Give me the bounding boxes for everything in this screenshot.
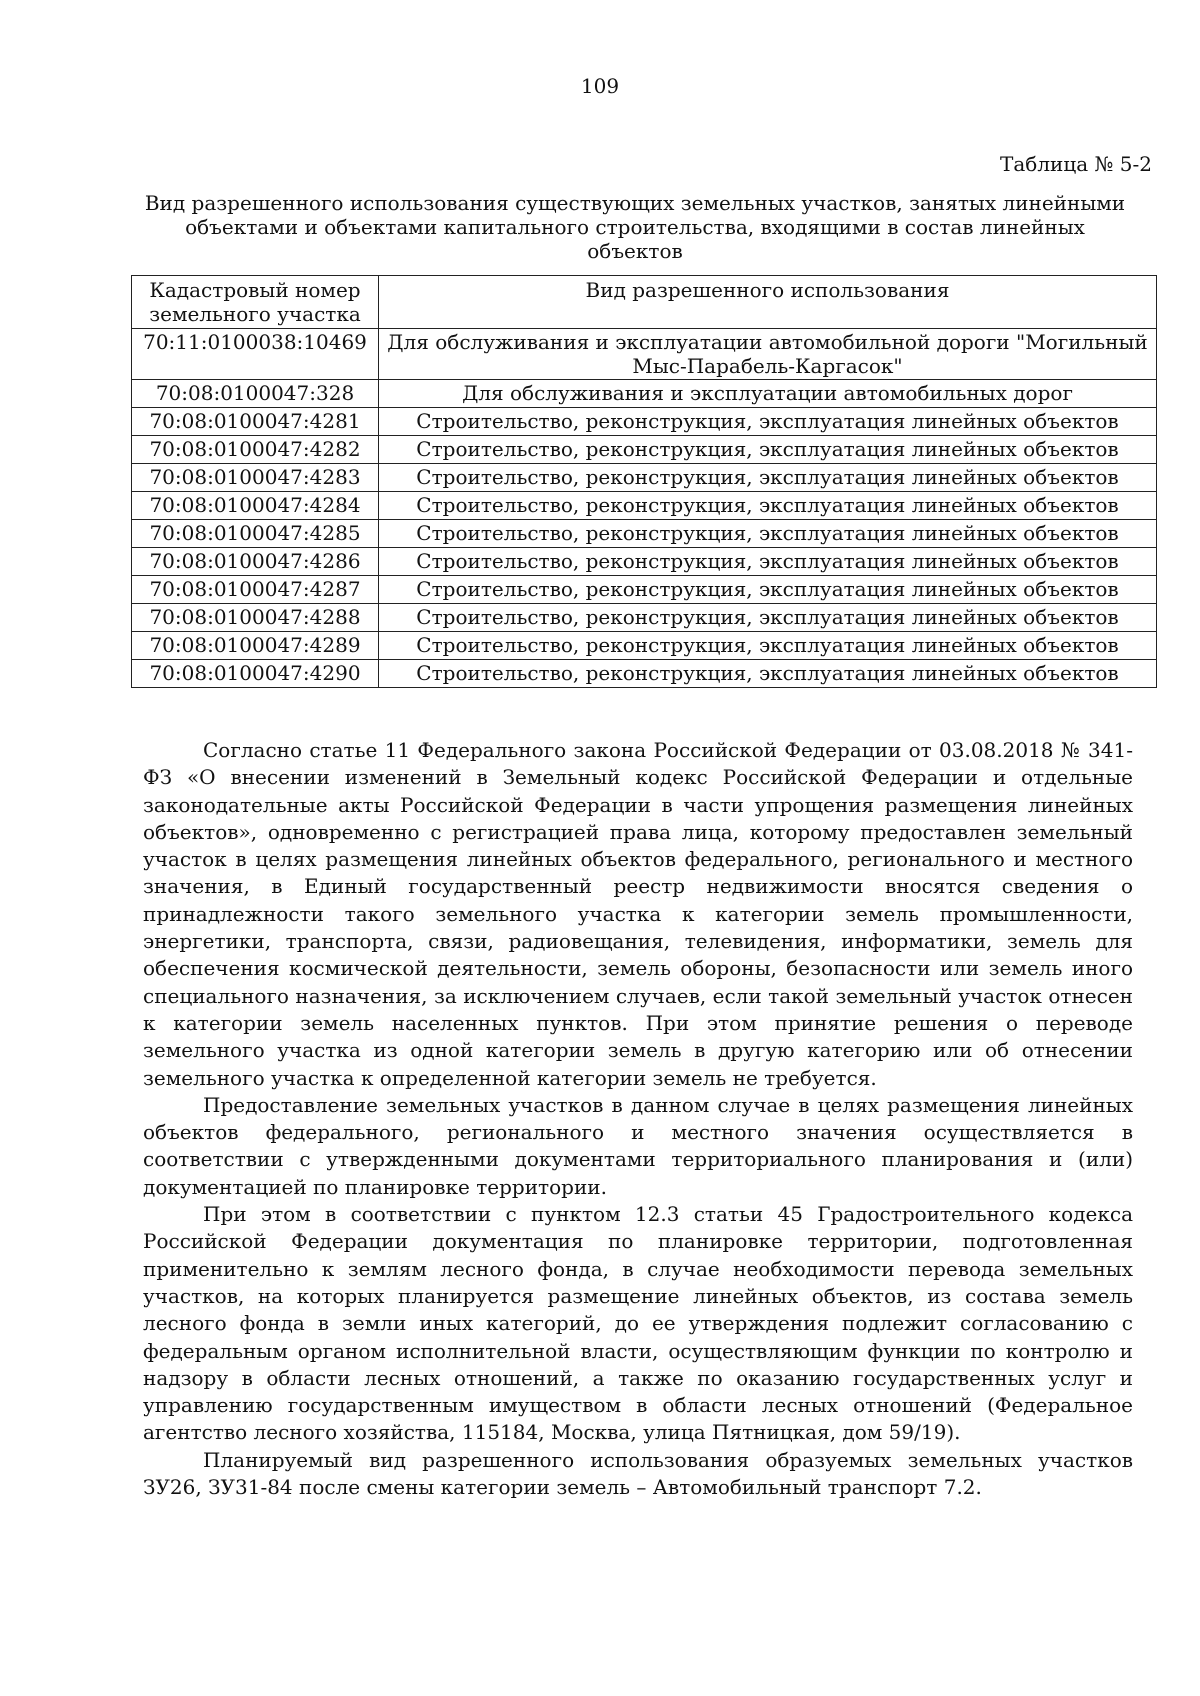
cadastral-cell: 70:08:0100047:4282 [132, 436, 379, 464]
cadastral-cell: 70:08:0100047:4287 [132, 576, 379, 604]
body-text [143, 737, 1133, 1501]
table-title: Вид разрешенного использования существующих земельных участков, занятых линейными объектами и объектами капитального строительства, входящими в состав линейных объектов [144, 191, 1126, 263]
use-cell: Строительство, реконструкция, эксплуатация линейных объектов [379, 520, 1157, 548]
use-cell: Строительство, реконструкция, эксплуатация линейных объектов [379, 604, 1157, 632]
paragraph: При этом в соответствии с пунктом 12.3 статьи 45 Градостроительного кодекса Российской Федерации документация по планировке территории, подготовленная применительно к землям лесного фонда, в случае необходимости перевода земельных участков, на которых планируется размещение линейных объектов, из состава земель лесного фонда в земли иных категорий, до ее утверждения подлежит согласованию с федеральным органом исполнительной власти, осуществляющим функции по контролю и надзору в области лесных отношений, а также по оказанию государственных услуг и управлению государственным имуществом в области лесных отношений (Федеральное агентство лесного хозяйства, 115184, Москва, улица Пятницкая, дом 59/19). [143, 1202, 1133, 1445]
table-label: Таблица № 5-2 [1000, 152, 1152, 176]
table-header-row [132, 276, 1157, 329]
use-cell: Для обслуживания и эксплуатации автомобильных дорог [379, 380, 1157, 408]
cadastral-cell: 70:08:0100047:4284 [132, 492, 379, 520]
cadastral-cell: 70:11:0100038:10469 [132, 329, 379, 380]
cadastral-cell: 70:08:0100047:4289 [132, 632, 379, 660]
table-row [132, 492, 1157, 520]
table-row [132, 436, 1157, 464]
use-cell: Строительство, реконструкция, эксплуатация линейных объектов [379, 632, 1157, 660]
table-row [132, 408, 1157, 436]
use-cell: Для обслуживания и эксплуатации автомобильной дороги "Могильный Мыс-Парабель-Каргасок" [379, 329, 1157, 380]
table-row [132, 520, 1157, 548]
cadastral-cell: 70:08:0100047:4288 [132, 604, 379, 632]
table-row [132, 660, 1157, 688]
use-cell: Строительство, реконструкция, эксплуатация линейных объектов [379, 464, 1157, 492]
cadastral-cell: 70:08:0100047:4283 [132, 464, 379, 492]
use-cell: Строительство, реконструкция, эксплуатация линейных объектов [379, 408, 1157, 436]
header-cadastral: Кадастровый номер земельного участка [132, 276, 379, 329]
cadastral-cell: 70:08:0100047:4286 [132, 548, 379, 576]
paragraph: Предоставление земельных участков в данном случае в целях размещения линейных объектов федерального, регионального и местного значения осуществляется в соответствии с утвержденными документами территориального планирования и (или) документацией по планировке территории. [143, 1092, 1133, 1199]
table-row [132, 604, 1157, 632]
table-row [132, 548, 1157, 576]
paragraph: Планируемый вид разрешенного использования образуемых земельных участков ЗУ26, ЗУ31-84 после смены категории земель – Автомобильный транспорт 7.2. [143, 1447, 1133, 1500]
page-number: 109 [580, 74, 620, 98]
use-cell: Строительство, реконструкция, эксплуатация линейных объектов [379, 436, 1157, 464]
cadastral-cell: 70:08:0100047:4281 [132, 408, 379, 436]
cadastral-cell: 70:08:0100047:4285 [132, 520, 379, 548]
table-row [132, 576, 1157, 604]
table-row [132, 632, 1157, 660]
paragraph: Согласно статье 11 Федерального закона Российской Федерации от 03.08.2018 № 341-ФЗ «О внесении изменений в Земельный кодекс Российской Федерации и отдельные законодательные акты Российской Федерации в части упрощения размещения линейных объектов», одновременно с регистрацией права лица, которому предоставлен земельный участок в целях размещения линейных объектов федерального, регионального и местного значения, в Единый государственный реестр недвижимости вносятся сведения о принадлежности такого земельного участка к категории земель промышленности, энергетики, транспорта, связи, радиовещания, телевидения, информатики, земель для обеспечения космической деятельности, земель обороны, безопасности или земель иного специального назначения, за исключением случаев, если такой земельный участок отнесен к категории земель населенных пунктов. При этом принятие решения о переводе земельного участка из одной категории земель в другую категорию или об отнесении земельного участка к определенной категории земель не требуется. [143, 738, 1133, 1090]
table-row [132, 464, 1157, 492]
header-use: Вид разрешенного использования [379, 276, 1157, 329]
use-cell: Строительство, реконструкция, эксплуатация линейных объектов [379, 548, 1157, 576]
land-plots-table [131, 275, 1157, 688]
use-cell: Строительство, реконструкция, эксплуатация линейных объектов [379, 660, 1157, 688]
use-cell: Строительство, реконструкция, эксплуатация линейных объектов [379, 492, 1157, 520]
table-row [132, 329, 1157, 380]
cadastral-cell: 70:08:0100047:4290 [132, 660, 379, 688]
cadastral-cell: 70:08:0100047:328 [132, 380, 379, 408]
table-row [132, 380, 1157, 408]
use-cell: Строительство, реконструкция, эксплуатация линейных объектов [379, 576, 1157, 604]
